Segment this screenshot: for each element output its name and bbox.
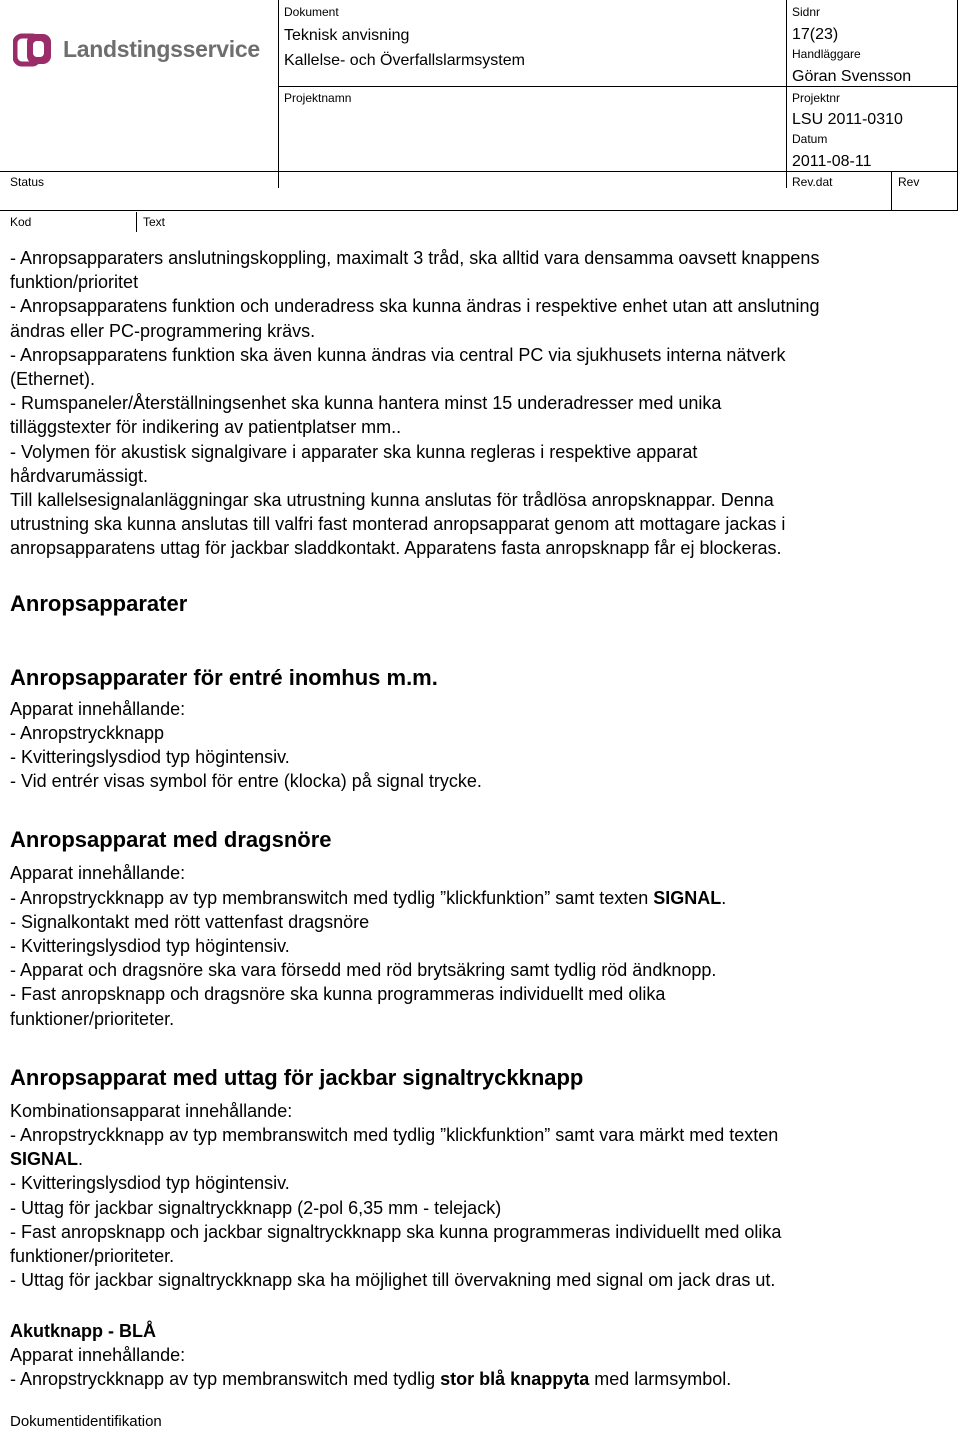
intro-line: (Ethernet). (10, 369, 96, 390)
s2-line1-bold: SIGNAL (653, 887, 722, 908)
rev-label: Rev (898, 175, 920, 189)
s2-line1-pre: - Anropstryckknapp av typ membranswitch med tydlig ”klickfunktion” samt texten (10, 887, 654, 908)
s4-line1-bold: stor blå knappyta (440, 1368, 590, 1389)
projektnamn-label: Projektnamn (284, 91, 352, 105)
projektnr-value: LSU 2011-0310 (792, 111, 903, 128)
intro-line: tilläggstexter för indikering av patientplatser mm.. (10, 417, 402, 438)
s2-line: - Fast anropsknapp och dragsnöre ska kunna programmeras individuellt med olika (10, 984, 666, 1005)
sidnr-label: Sidnr (792, 5, 821, 19)
intro-line: - Anropsapparatens funktion ska även kunna ändras via central PC via sjukhusets interna nätverk (10, 344, 786, 365)
handlaggare-value: Göran Svensson (792, 68, 912, 85)
s4-line: Apparat innehållande: (10, 1344, 186, 1365)
s3-line: - Uttag för jackbar signaltryckknapp (2-pol 6,35 mm - telejack) (10, 1197, 502, 1218)
datum-label: Datum (792, 132, 828, 146)
datum-value: 2011-08-11 (792, 153, 872, 170)
s3-line: Kombinationsapparat innehållande: (10, 1100, 293, 1121)
intro-text (10, 246, 952, 561)
s2-line: Apparat innehållande: (10, 863, 186, 884)
s3-line: - Fast anropsknapp och jackbar signaltryckknapp ska kunna programmeras individuellt med olika (10, 1221, 782, 1242)
document-header (0, 0, 958, 229)
s1-line: Apparat innehållande: (10, 698, 186, 719)
dokument-value-2: Kallelse- och Överfallslarmsystem (284, 52, 525, 69)
document-body (10, 246, 952, 1391)
s3-line: - Anropstryckknapp av typ membranswitch med tydlig ”klickfunktion” samt vara märkt med texten (10, 1125, 779, 1146)
landstingsservice-logo (13, 30, 273, 78)
heading-akutknapp: Akutknapp - BLÅ (10, 1320, 156, 1341)
s1-line: - Anropstryckknapp (10, 722, 165, 743)
handlaggare-label: Handläggare (792, 47, 861, 61)
heading-anropsapparater: Anropsapparater (10, 590, 188, 616)
intro-line: utrustning ska kunna anslutas till valfri fast monterad anropsapparat genom att mottagare jackas i (10, 514, 786, 535)
intro-line: funktion/prioritet (10, 272, 139, 293)
projektnr-label: Projektnr (792, 91, 841, 105)
s1-line: - Kvitteringslysdiod typ högintensiv. (10, 747, 290, 768)
s3-line (10, 1147, 952, 1171)
dokument-label: Dokument (284, 5, 339, 19)
logo-text: Landstingsservice (63, 36, 260, 62)
s3-line: - Uttag för jackbar signaltryckknapp ska ha möjlighet till övervakning med signal om jack dras ut. (10, 1270, 776, 1291)
heading-dragsnore: Anropsapparat med dragsnöre (10, 827, 332, 853)
intro-line: anropsapparatens uttag för jackbar sladdkontakt. Apparatens fasta anropsknapp får ej blockeras. (10, 538, 782, 559)
s1-line: - Vid entrér visas symbol för entre (klocka) på signal trycke. (10, 771, 482, 792)
s2-line1-post: . (721, 887, 727, 908)
intro-line: - Anropsapparaters anslutningskoppling, maximalt 3 tråd, ska alltid vara densamma oavsett knappens (10, 248, 820, 268)
dokument-value-1: Teknisk anvisning (284, 27, 410, 44)
s4-line (10, 1367, 952, 1391)
logo-emblem-icon (13, 30, 53, 70)
intro-line: - Volymen för akustisk signalgivare i apparater ska kunna regleras i respektive apparat (10, 441, 698, 462)
s3-line: funktioner/prioriteter. (10, 1246, 175, 1267)
intro-line: ändras eller PC-programmering krävs. (10, 320, 316, 341)
revdat-label: Rev.dat (792, 175, 833, 189)
sidnr-value: 17(23) (792, 26, 839, 43)
heading-jackbar: Anropsapparat med uttag för jackbar signaltryckknapp (10, 1064, 584, 1090)
text-label: Text (143, 215, 166, 229)
s2-line (10, 886, 952, 910)
s2-line: - Signalkontakt med rött vattenfast dragsnöre (10, 911, 370, 932)
intro-line: - Rumspaneler/Återställningsenhet ska kunna hantera minst 15 underadresser med unika (10, 393, 722, 414)
s2-line: funktioner/prioriteter. (10, 1008, 175, 1029)
intro-line: hårdvarumässigt. (10, 465, 149, 486)
s3-line: - Kvitteringslysdiod typ högintensiv. (10, 1173, 290, 1194)
kod-label: Kod (10, 215, 32, 229)
s3-line2-bold: SIGNAL (10, 1149, 79, 1170)
footer-document-id: Dokumentidentifikation (10, 1413, 162, 1430)
s4-line1-post: med larmsymbol. (589, 1368, 732, 1389)
intro-line: Till kallelsesignalanläggningar ska utrustning kunna anslutas för trådlösa anropsknappar. Denna (10, 490, 774, 511)
s4-line1-pre: - Anropstryckknapp av typ membranswitch med tydlig (10, 1368, 441, 1389)
intro-line: - Anropsapparatens funktion och underadress ska kunna ändras i respektive enhet utan att anslutning (10, 296, 820, 317)
s3-line2-post: . (78, 1149, 84, 1170)
heading-entre: Anropsapparater för entré inomhus m.m. (10, 664, 438, 690)
s2-line: - Apparat och dragsnöre ska vara försedd med röd brytsäkring samt tydlig röd ändknopp. (10, 960, 717, 981)
status-label: Status (10, 175, 45, 189)
s2-line: - Kvitteringslysdiod typ högintensiv. (10, 936, 290, 957)
